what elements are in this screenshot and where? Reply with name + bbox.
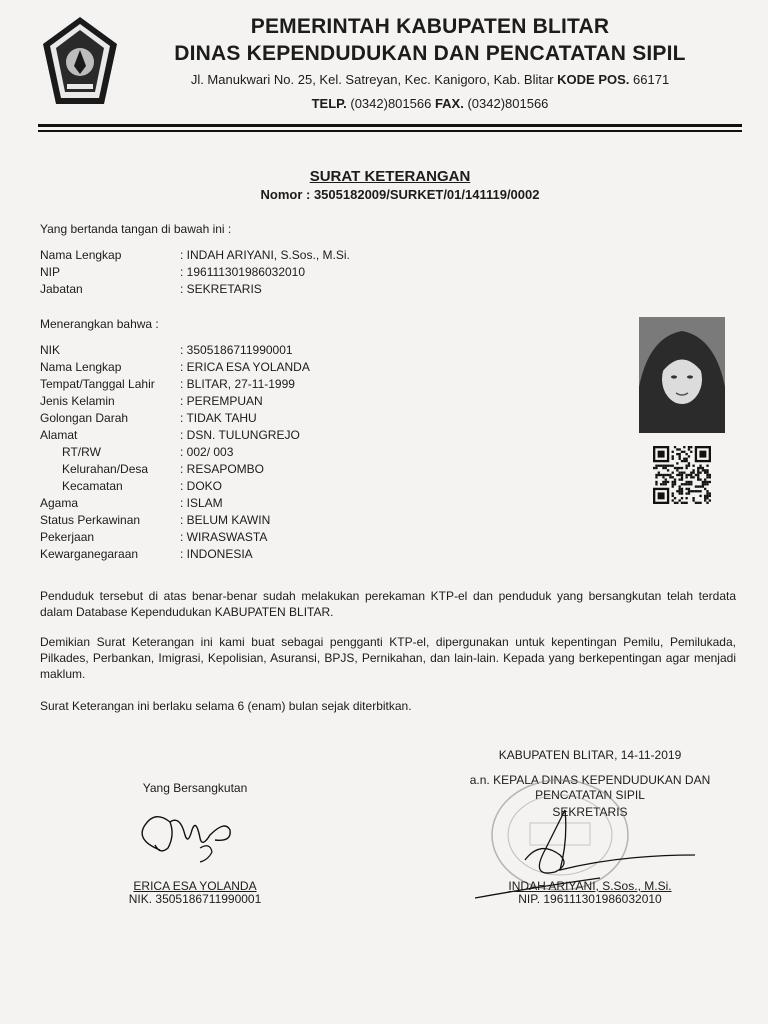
official-nip: NIP. 196111301986032010 (518, 892, 662, 906)
place-date: KABUPATEN BLITAR, 14-11-2019 (498, 748, 682, 762)
field-row: Kelurahan/Desa : RESAPOMBO (62, 462, 265, 476)
regency-emblem (40, 14, 120, 109)
field-row: Alamat : DSN. TULUNGREJO (40, 428, 300, 442)
field-row: Nama Lengkap : INDAH ARIYANI, S.Sos., M.Si. (40, 248, 350, 262)
field-row: Tempat/Tanggal Lahir : BLITAR, 27-11-1999 (40, 377, 295, 391)
field-row: Kecamatan : DOKO (62, 479, 223, 493)
field-row: Pekerjaan : WIRASWASTA (40, 530, 268, 544)
resident-photo (639, 317, 725, 433)
field-row: RT/RW : 002/ 003 (62, 445, 234, 459)
resident-fields (40, 342, 310, 563)
field-row: Golongan Darah : TIDAK TAHU (40, 411, 257, 425)
resident-nik: NIK. 3505186711990001 (128, 892, 262, 906)
official-position-line3: SEKRETARIS (552, 805, 628, 819)
header-rule-thick (38, 124, 742, 127)
signature-left-caption: Yang Bersangkutan (142, 781, 248, 795)
official-position-line2: PENCATATAN SIPIL (535, 788, 645, 802)
field-row: Jabatan : SEKRETARIS (40, 282, 262, 296)
field-row: Nama Lengkap : ERICA ESA YOLANDA (40, 360, 310, 374)
official-position-line1: a.n. KEPALA DINAS KEPENDUDUKAN DAN (469, 773, 711, 787)
header-rule-thin (38, 130, 742, 132)
field-row: NIK : 3505186711990001 (40, 343, 293, 357)
header-government: PEMERINTAH KABUPATEN BLITAR (250, 15, 610, 38)
validity-paragraph: Surat Keterangan ini berlaku selama 6 (enam) bulan sejak diterbitkan. (40, 699, 412, 713)
header-contact: TELP. (0342)801566 FAX. (0342)801566 (311, 96, 549, 111)
qr-code (653, 446, 711, 504)
statement-paragraph: Penduduk tersebut di atas benar-benar sudah melakukan perekaman KTP-el dan penduduk yang bersangkutan telah terdata dalam Database Kependudukan KABUPATEN BLITAR. (40, 589, 736, 619)
field-row: Jenis Kelamin : PEREMPUAN (40, 394, 263, 408)
usage-paragraph: Demikian Surat Keterangan ini kami buat sebagai pengganti KTP-el, dipergunakan untuk kepentingan Pemilu, Pemilukada, Pilkades, Perbankan, Imigrasi, Kepolisian, Asuransi, BPJS, Pernikahan, dan lain-lain. Kepada yang berkepentingan agar menjadi maklum. (40, 635, 736, 681)
header-agency: DINAS KEPENDUDUKAN DAN PENCATATAN SIPIL (174, 42, 686, 65)
explain-text: Menerangkan bahwa : (40, 317, 159, 331)
field-row: Status Perkawinan : BELUM KAWIN (40, 513, 271, 527)
intro-text: Yang bertanda tangan di bawah ini : (40, 222, 232, 236)
document-number: Nomor : 3505182009/SURKET/01/141119/0002 (260, 187, 540, 202)
resident-name: ERICA ESA YOLANDA (133, 879, 257, 893)
official-fields (40, 247, 350, 298)
field-row: Agama : ISLAM (40, 496, 223, 510)
resident-signature (130, 800, 240, 870)
header-address: Jl. Manukwari No. 25, Kel. Satreyan, Kec. Kanigoro, Kab. Blitar KODE POS. 66171 (190, 72, 670, 87)
field-row: Kewarganegaraan : INDONESIA (40, 547, 253, 561)
official-name: INDAH ARIYANI, S.Sos., M.Si. (508, 879, 672, 893)
field-row: NIP : 196111301986032010 (40, 265, 306, 279)
document-title: SURAT KETERANGAN (309, 168, 471, 185)
